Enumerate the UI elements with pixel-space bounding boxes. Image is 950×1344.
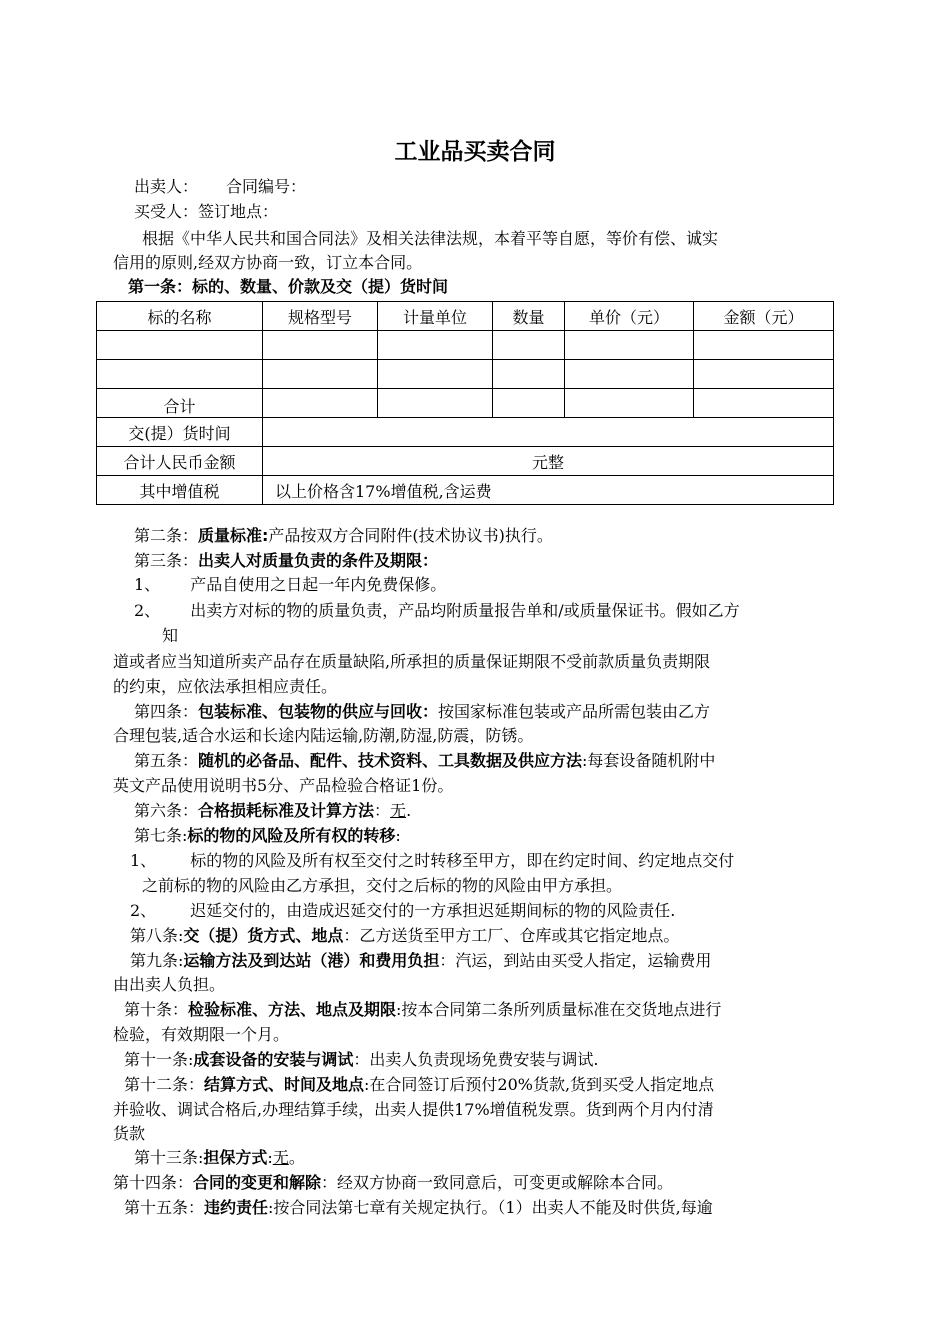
clause-text: 无 xyxy=(390,801,407,820)
vat-label: 其中增值税 xyxy=(97,476,263,505)
article-10 xyxy=(124,998,721,1022)
header-cell: 标的名称 xyxy=(97,302,263,331)
rmb-total-value: 元整 xyxy=(263,447,834,476)
clause-text: 第三条： xyxy=(134,551,199,570)
table-row xyxy=(97,331,834,360)
table-cell xyxy=(565,389,694,418)
clause-text: 1、 xyxy=(134,575,161,594)
table-cell xyxy=(493,360,565,389)
rmb-total-row xyxy=(97,447,834,476)
article-6 xyxy=(134,799,411,823)
article-5 xyxy=(134,749,715,773)
clause-text: 迟延交付的，由造成迟延交付的一方承担迟延期间标的物的风险责任. xyxy=(190,901,676,920)
clause-text: 按国家标准包装或产品所需包装由乙方 xyxy=(438,702,711,721)
header-cell: 数量 xyxy=(493,302,565,331)
clause-text: ：出卖人负责现场免费安装与调试. xyxy=(353,1050,599,1069)
article-15 xyxy=(124,1196,713,1220)
clause-text: :每套设备随机附中 xyxy=(582,751,716,770)
rmb-total-label: 合计人民币金额 xyxy=(97,447,263,476)
article-11 xyxy=(124,1048,599,1072)
clause-heading: 检验标准、方法、地点及期限 xyxy=(188,1000,397,1019)
clause-heading: 质量标准: xyxy=(198,526,269,545)
article-12-cont-2: 货款 xyxy=(113,1124,146,1143)
article-3 xyxy=(134,549,438,573)
delivery-time-row xyxy=(97,418,834,447)
article-2 xyxy=(134,524,553,548)
clause-text: 第五条： xyxy=(134,751,199,770)
clause-text: 第十一条: xyxy=(124,1050,194,1069)
clause-heading: 成套设备的安装与调试 xyxy=(193,1050,354,1069)
header-cell: 单价（元） xyxy=(565,302,694,331)
article-3-item-2 xyxy=(134,599,740,623)
vat-value: 以上价格含17%增值税,含运费 xyxy=(263,476,834,505)
header-cell: 规格型号 xyxy=(263,302,378,331)
clause-text: :在合同签订后预付20%货款,货到买受人指定地点 xyxy=(364,1075,715,1094)
clause-text: 第六条： xyxy=(134,801,199,820)
vat-row xyxy=(97,476,834,505)
clause-heading: 标的物的风险及所有权的转移 xyxy=(187,826,396,845)
clause-text: 第十四条： xyxy=(113,1173,194,1192)
table-row xyxy=(97,360,834,389)
article-3-cont-1: 道或者应当知道所卖产品存在质量缺陷,所承担的质量保证期限不受前款质量负责期限 xyxy=(113,652,711,671)
clause-text: 产品按双方合同附件(技术协议书)执行。 xyxy=(268,526,553,545)
clause-text: 2、 xyxy=(130,901,157,920)
clause-heading: 合同的变更和解除 xyxy=(193,1173,322,1192)
clause-text: :按合同法第七章有关规定执行。（1）出卖人不能及时供货,每逾 xyxy=(268,1198,713,1217)
clause-text: 第十五条： xyxy=(124,1198,205,1217)
seller-line xyxy=(134,175,306,199)
clause-text: 第十条： xyxy=(124,1000,189,1019)
clause-heading: 出卖人对质量负责的条件及期限： xyxy=(198,551,439,570)
clause-heading: 运输方法及到达站（港）和费用负担 xyxy=(183,951,440,970)
clause-text: 产品自使用之日起一年内免费保修。 xyxy=(190,575,447,594)
article-4-cont: 合理包装,适合水运和长途内陆运输,防潮,防湿,防震，防锈。 xyxy=(113,726,534,745)
total-row xyxy=(97,389,834,418)
total-label: 合计 xyxy=(97,389,263,418)
article-12 xyxy=(124,1073,714,1097)
table-cell xyxy=(97,360,263,389)
header-cell: 金额（元） xyxy=(694,302,834,331)
clause-heading: 合格损耗标准及计算方法 xyxy=(198,801,375,820)
clause-heading: 违约责任 xyxy=(204,1198,269,1217)
article-13 xyxy=(134,1146,305,1170)
article-7 xyxy=(134,824,401,848)
article-7-item-2 xyxy=(130,899,675,923)
clause-text: ： xyxy=(374,801,391,820)
intro-line-1: 根据《中华人民共和国合同法》及相关法律法规，本着平等自愿，等价有偿、诚实 xyxy=(142,229,719,248)
contract-no-label: 合同编号： xyxy=(226,177,307,196)
clause-text: : xyxy=(395,826,401,845)
clause-text: 第四条： xyxy=(134,702,199,721)
clause-text: 1、 xyxy=(130,851,157,870)
clause-text: 2、 xyxy=(134,601,161,620)
table-cell xyxy=(694,331,834,360)
clause-text: 。 xyxy=(288,1148,305,1167)
table-cell xyxy=(694,389,834,418)
clause-text: 出卖方对标的物的质量负责，产品均附质量报告单和/或质量保证书。假如乙方 xyxy=(190,601,740,620)
clause-text: 第二条： xyxy=(134,526,199,545)
article-4 xyxy=(134,700,710,724)
table-cell xyxy=(263,418,834,447)
seller-label: 出卖人： xyxy=(134,177,199,196)
article-9 xyxy=(130,949,711,973)
goods-table xyxy=(96,301,834,505)
table-cell xyxy=(263,331,378,360)
clause-text: ：汽运，到站由买受人指定，运输费用 xyxy=(439,951,712,970)
clause-text: . xyxy=(406,801,412,820)
article-3-cont-2: 的约束，应依法承担相应责任。 xyxy=(113,677,338,696)
clause-text: 第七条: xyxy=(134,826,188,845)
clause-text: ：乙方送货至甲方工厂、仓库或其它指定地点。 xyxy=(343,926,680,945)
clause-heading: 随机的必备品、配件、技术资料、工具数据及供应方法 xyxy=(198,751,583,770)
article-12-cont-1: 并验收、调试合格后,办理结算手续，出卖人提供17%增值税发票。货到两个月内付清 xyxy=(113,1100,714,1119)
clause-text: 标的物的风险及所有权至交付之时转移至甲方，即在约定时间、约定地点交付 xyxy=(190,851,735,870)
clause-text: 第十二条： xyxy=(124,1075,205,1094)
article-1-heading: 第一条：标的、数量、价款及交（提）货时间 xyxy=(128,277,449,296)
clause-text: 第九条: xyxy=(130,951,184,970)
intro-line-2: 信用的原则,经双方协商一致，订立本合同。 xyxy=(113,253,423,272)
article-8 xyxy=(130,924,679,948)
article-7-item-1 xyxy=(130,849,734,873)
article-10-cont: 检验，有效期限一个月。 xyxy=(113,1025,290,1044)
table-header-row xyxy=(97,302,834,331)
table-cell xyxy=(493,389,565,418)
clause-text: ：经双方协商一致同意后，可变更或解除本合同。 xyxy=(321,1173,674,1192)
table-cell xyxy=(565,360,694,389)
article-3-item-2-wrap: 知 xyxy=(162,626,179,645)
clause-text: 无 xyxy=(272,1148,289,1167)
delivery-time-label: 交(提）货时间 xyxy=(97,418,263,447)
clause-text: 第八条: xyxy=(130,926,184,945)
table-cell xyxy=(263,389,378,418)
table-cell xyxy=(263,360,378,389)
table-cell xyxy=(378,389,493,418)
clause-heading: 担保方式 xyxy=(203,1148,268,1167)
table-cell xyxy=(694,360,834,389)
clause-text: :按本合同第二条所列质量标准在交货地点进行 xyxy=(396,1000,722,1019)
table-cell xyxy=(565,331,694,360)
clause-text: : xyxy=(267,1148,273,1167)
article-7-item-1-cont: 之前标的物的风险由乙方承担，交付之后标的物的风险由甲方承担。 xyxy=(142,876,623,895)
buyer-line: 买受人：签订地点： xyxy=(134,202,279,221)
clause-heading: 结算方式、时间及地点 xyxy=(204,1075,365,1094)
header-cell: 计量单位 xyxy=(378,302,493,331)
document-title: 工业品买卖合同 xyxy=(394,139,556,165)
clause-text: 第十三条: xyxy=(134,1148,204,1167)
article-5-cont: 英文产品使用说明书5分、产品检验合格证1份。 xyxy=(113,776,454,795)
table-cell xyxy=(97,331,263,360)
table-cell xyxy=(378,331,493,360)
article-14 xyxy=(113,1171,673,1195)
clause-heading: 包装标准、包装物的供应与回收： xyxy=(198,702,439,721)
table-cell xyxy=(493,331,565,360)
table-cell xyxy=(378,360,493,389)
article-3-item-1 xyxy=(134,573,446,597)
article-9-cont: 由出卖人负担。 xyxy=(113,975,226,994)
clause-heading: 交（提）货方式、地点 xyxy=(183,926,344,945)
